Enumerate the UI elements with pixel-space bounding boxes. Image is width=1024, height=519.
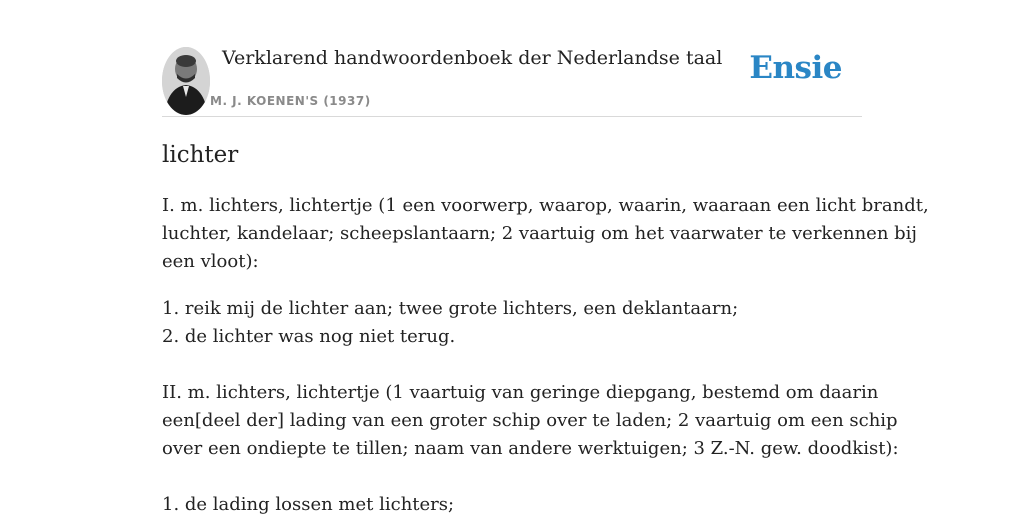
definition-paragraph-2: [162, 379, 899, 463]
text-line: I. m. lichters, lichtertje (1 een voorwerp, waarop, waarin, waaraan een licht brandt,: [162, 195, 929, 216]
text-line: II. m. lichters, lichtertje (1 vaartuig van geringe diepgang, bestemd om daarin: [162, 382, 879, 403]
text-line: 2. de lichter was nog niet terug.: [162, 326, 456, 347]
site-header: [162, 40, 862, 117]
book-title[interactable]: Verklarend handwoordenboek der Nederlandse taal: [222, 47, 723, 69]
definition-paragraph-1: [162, 192, 929, 276]
text-line: luchter, kandelaar; scheepslantaarn; 2 vaartuig om het vaarwater te verkennen bij: [162, 223, 917, 244]
text-line: een vloot):: [162, 251, 259, 272]
author-label: M. J. KOENEN'S (1937): [210, 94, 371, 108]
author-portrait-icon: [162, 47, 210, 115]
text-line: over een ondiepte te tillen; naam van andere werktuigen; 3 Z.-N. gew. doodkist):: [162, 438, 899, 459]
entry-headword: lichter: [162, 142, 239, 168]
text-line: 1. de lading lossen met lichters;: [162, 494, 455, 515]
examples-paragraph-1: [162, 295, 862, 351]
text-line: een[deel der] lading van een groter schip over te laden; 2 vaartuig om een schip: [162, 410, 898, 431]
ensie-logo-link[interactable]: Ensie: [749, 50, 842, 86]
text-line: 1. reik mij de lichter aan; twee grote lichters, een deklantaarn;: [162, 298, 739, 319]
dictionary-entry: [162, 140, 929, 519]
examples-paragraph-2: [162, 491, 862, 519]
